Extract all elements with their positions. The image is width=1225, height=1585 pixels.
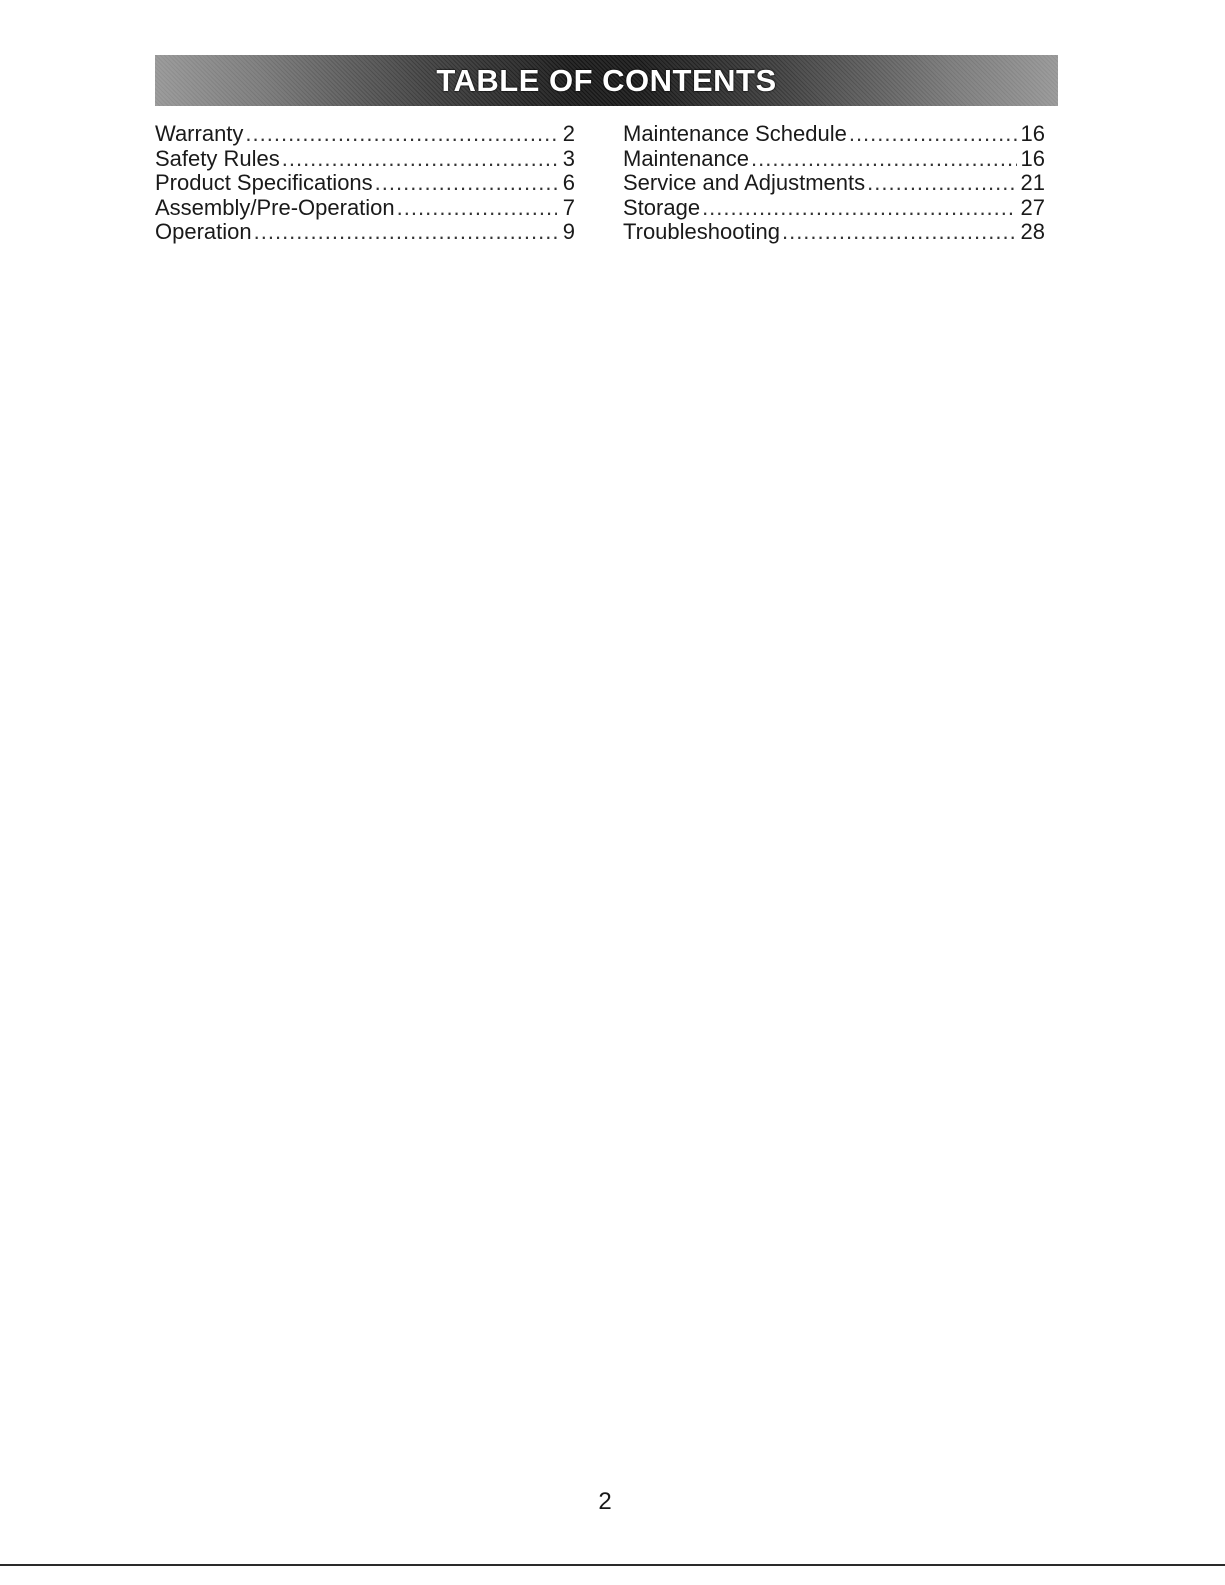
- toc-entry-service-and-adjustments: [623, 171, 1045, 196]
- toc-dot-leader: [849, 122, 1017, 147]
- toc-entry-page: 6: [562, 170, 575, 195]
- toc-entry-troubleshooting: [623, 220, 1045, 245]
- toc-entry-label: Maintenance Schedule: [623, 121, 847, 146]
- bottom-divider: [0, 1564, 1225, 1566]
- page-number: 2: [598, 1488, 612, 1515]
- toc-entry-page: 21: [1020, 170, 1045, 195]
- toc-entry-label: Warranty: [155, 121, 244, 146]
- toc-entry-safety-rules: [155, 147, 575, 172]
- toc-entry-page: 16: [1020, 121, 1045, 146]
- toc-dot-leader: [282, 147, 557, 172]
- toc-dot-leader: [782, 220, 1017, 245]
- toc-entry-page: 3: [562, 145, 575, 171]
- toc-entry-maintenance-schedule: [623, 122, 1045, 147]
- toc-entry-product-specifications: [155, 171, 575, 196]
- toc-entry-page: 7: [562, 194, 575, 220]
- toc-entry-operation: [155, 220, 575, 245]
- toc-columns: [155, 122, 1045, 245]
- toc-dot-leader: [245, 122, 557, 147]
- toc-left-column: [155, 122, 575, 245]
- toc-dot-leader: [702, 196, 1016, 221]
- toc-entry-page: 28: [1020, 219, 1045, 244]
- toc-entry-label: Product Specifications: [155, 170, 373, 195]
- toc-entry-page: 9: [562, 219, 575, 244]
- toc-entry-page: 16: [1020, 145, 1045, 171]
- toc-dot-leader: [254, 220, 557, 245]
- toc-entry-warranty: [155, 122, 575, 147]
- toc-dot-leader: [397, 196, 557, 221]
- toc-header-banner: [155, 55, 1058, 106]
- toc-right-column: [623, 122, 1045, 245]
- toc-entry-label: Service and Adjustments: [623, 170, 866, 195]
- toc-entry-assembly-pre-operation: [155, 196, 575, 221]
- toc-entry-page: 27: [1020, 194, 1045, 220]
- toc-entry-label: Operation: [155, 219, 252, 244]
- toc-entry-storage: [623, 196, 1045, 221]
- toc-entry-label: Safety Rules: [155, 145, 280, 171]
- toc-title: TABLE OF CONTENTS: [436, 62, 777, 98]
- toc-dot-leader: [375, 171, 557, 196]
- toc-entry-label: Assembly/Pre-Operation: [155, 194, 395, 220]
- toc-entry-label: Storage: [623, 194, 701, 220]
- toc-entry-page: 2: [562, 121, 575, 146]
- toc-entry-label: Maintenance: [623, 145, 749, 171]
- toc-entry-label: Troubleshooting: [623, 219, 780, 244]
- toc-dot-leader: [751, 147, 1017, 172]
- toc-dot-leader: [867, 171, 1016, 196]
- toc-entry-maintenance: [623, 147, 1045, 172]
